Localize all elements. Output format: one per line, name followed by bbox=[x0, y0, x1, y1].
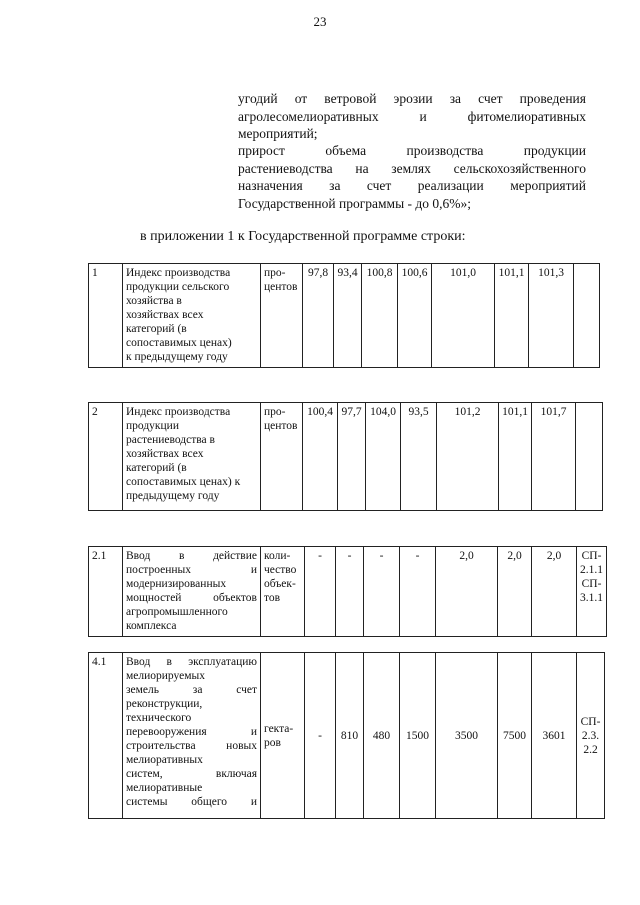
value-cell: 480 bbox=[364, 653, 400, 819]
value-cell: - bbox=[364, 547, 400, 637]
code-cell bbox=[574, 264, 600, 368]
text-line: растениеводства на землях сельскохозяйственного bbox=[238, 160, 586, 176]
value-cell: - bbox=[305, 547, 336, 637]
code-cell: СП- 2.1.1 СП- 3.1.1 bbox=[577, 547, 607, 637]
value-cell: 101,3 bbox=[529, 264, 574, 368]
row-number: 1 bbox=[89, 264, 123, 368]
text-line: назначения за счет реализации мероприятий bbox=[238, 178, 586, 193]
indicator-name: Индекс производства продукции сельского хозяйства в хозяйствах всех категорий (в сопоставимых ценах) к предыдущему году bbox=[123, 264, 261, 368]
row-number: 4.1 bbox=[89, 653, 123, 819]
value-cell: 1500 bbox=[400, 653, 436, 819]
value-cell: - bbox=[305, 653, 336, 819]
unit-cell: про- центов bbox=[261, 403, 303, 511]
row-number: 2.1 bbox=[89, 547, 123, 637]
value-cell: 101,1 bbox=[495, 264, 529, 368]
value-cell: 100,4 bbox=[303, 403, 338, 511]
value-cell: 2,0 bbox=[498, 547, 532, 637]
text-line: Государственной программы - до 0,6%»; bbox=[238, 195, 472, 211]
value-cell: - bbox=[336, 547, 364, 637]
value-cell: 7500 bbox=[498, 653, 532, 819]
paragraph-growth bbox=[238, 142, 586, 212]
unit-cell: коли- чество объек- тов bbox=[261, 547, 305, 637]
page-number: 23 bbox=[313, 14, 327, 29]
indicator-name: Индекс производства продукции растениеводства в хозяйствах всех категорий (в сопоставимых ценах) к предыдущему году bbox=[123, 403, 261, 511]
indicator-table-1 bbox=[88, 263, 600, 368]
value-cell: - bbox=[400, 547, 436, 637]
table-row bbox=[89, 653, 605, 819]
unit-cell: про- центов bbox=[261, 264, 303, 368]
table-row bbox=[89, 547, 607, 637]
value-cell: 100,8 bbox=[362, 264, 398, 368]
indicator-name: Ввод в эксплуатацию мелиорируемых земель за счет реконструкции, технического перевооружения и строительства новых мелиоративных систем, включая мелиоративные системы общего и bbox=[123, 653, 261, 819]
value-cell: 101,7 bbox=[532, 403, 576, 511]
text-line: прирост объема производства продукции bbox=[238, 143, 586, 158]
code-cell bbox=[576, 403, 603, 511]
paragraph-erosion bbox=[238, 90, 586, 143]
indicator-table-2 bbox=[88, 402, 603, 511]
table-row bbox=[89, 264, 600, 368]
value-cell: 3601 bbox=[532, 653, 577, 819]
value-cell: 93,5 bbox=[401, 403, 437, 511]
row-number: 2 bbox=[89, 403, 123, 511]
intro-line: в приложении 1 к Государственной программе строки: bbox=[140, 229, 466, 244]
value-cell: 2,0 bbox=[436, 547, 498, 637]
value-cell: 93,4 bbox=[334, 264, 362, 368]
text-line: агролесомелиоративных и фитомелиоративных bbox=[238, 108, 586, 124]
text-line: угодий от ветровой эрозии за счет проведения bbox=[238, 91, 586, 106]
value-cell: 810 bbox=[336, 653, 364, 819]
value-cell: 2,0 bbox=[532, 547, 577, 637]
indicator-table-4-1 bbox=[88, 652, 605, 819]
indicator-table-2-1 bbox=[88, 546, 607, 637]
unit-cell: гекта- ров bbox=[261, 653, 305, 819]
code-cell: СП- 2.3. 2.2 bbox=[577, 653, 605, 819]
value-cell: 97,8 bbox=[303, 264, 334, 368]
value-cell: 100,6 bbox=[398, 264, 432, 368]
value-cell: 101,2 bbox=[437, 403, 499, 511]
indicator-name: Ввод в действие построенных и модернизированных мощностей объектов агропромышленного комплекса bbox=[123, 547, 261, 637]
value-cell: 3500 bbox=[436, 653, 498, 819]
table-row bbox=[89, 403, 603, 511]
text-line: мероприятий; bbox=[238, 126, 318, 141]
value-cell: 101,1 bbox=[499, 403, 532, 511]
value-cell: 104,0 bbox=[366, 403, 401, 511]
value-cell: 97,7 bbox=[338, 403, 366, 511]
value-cell: 101,0 bbox=[432, 264, 495, 368]
